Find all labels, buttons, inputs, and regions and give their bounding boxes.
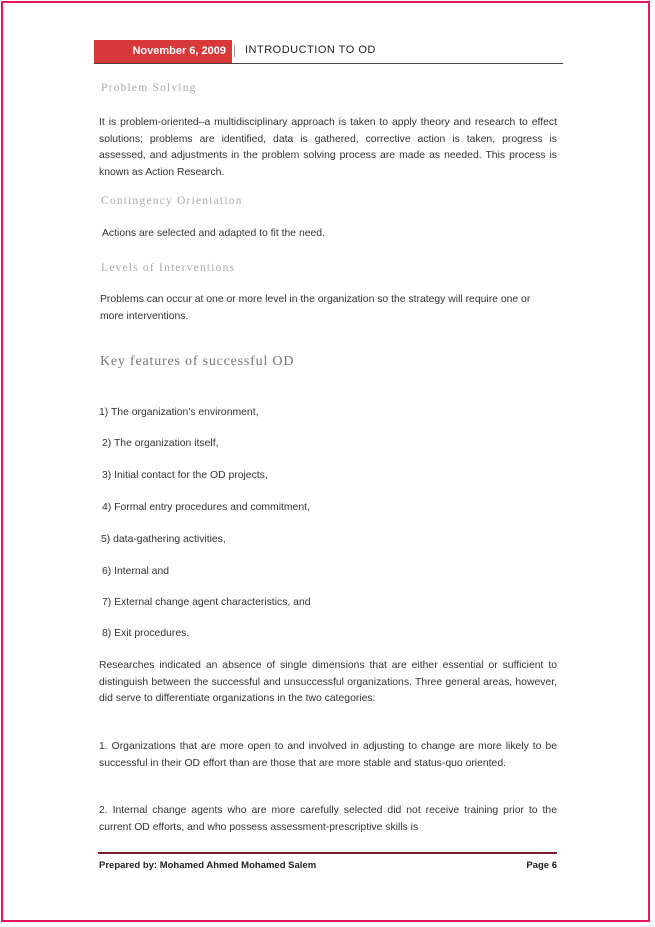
contingency-heading: Contingency Orientation bbox=[101, 195, 243, 207]
footer-rule bbox=[98, 852, 557, 854]
research-point-1: 1. Organizations that are more open to and involved in adjusting to change are more likely to be successful in their OD effort than are those that are more stable and status-quo oriented. bbox=[99, 741, 557, 769]
levels-text: Problems can occur at one or more level in the organization so the strategy will require one or more interventions. bbox=[100, 294, 531, 322]
list-item: 8) Exit procedures. bbox=[102, 628, 190, 639]
header-rule bbox=[94, 63, 563, 64]
research-point-2: 2. Internal change agents who are more carefully selected did not receive training prior to the current OD efforts, and who possess assessment-prescriptive skills is bbox=[99, 805, 557, 833]
contingency-text: Actions are selected and adapted to fit the need. bbox=[102, 228, 325, 239]
levels-heading: Levels of Interventions bbox=[101, 262, 236, 274]
header-title: INTRODUCTION TO OD bbox=[245, 44, 376, 56]
key-features-heading: Key features of successful OD bbox=[100, 354, 295, 369]
list-item: 7) External change agent characteristics, and bbox=[102, 597, 311, 608]
footer-page-number: Page 6 bbox=[526, 860, 557, 871]
research-intro: Researches indicated an absence of single dimensions that are either essential or sufficient to distinguish between the successful and unsuccessful organizations. Three general areas, however, did serve to differentiate organizations in the two categories: bbox=[99, 660, 557, 704]
problem-solving-text: It is problem-oriented–a multidisciplinary approach is taken to apply theory and research to effect solutions; problems are identified, data is gathered, corrective action is taken, progress is assessed, and adjustments in the problem solving process are made as needed. This process is known as Action Research. bbox=[99, 117, 557, 178]
header-date: November 6, 2009 bbox=[94, 40, 232, 63]
list-item: 1) The organization's environment, bbox=[99, 407, 259, 418]
list-item: 6) Internal and bbox=[102, 566, 170, 577]
list-item: 3) Initial contact for the OD projects, bbox=[102, 470, 268, 481]
list-item: 4) Formal entry procedures and commitment, bbox=[102, 502, 310, 513]
footer-prepared-by: Prepared by: Mohamed Ahmed Mohamed Salem bbox=[99, 860, 317, 871]
list-item: 5) data-gathering activities, bbox=[101, 534, 226, 545]
problem-solving-heading: Problem Solving bbox=[101, 82, 197, 94]
list-item: 2) The organization itself, bbox=[102, 438, 219, 449]
header-separator bbox=[234, 45, 235, 57]
